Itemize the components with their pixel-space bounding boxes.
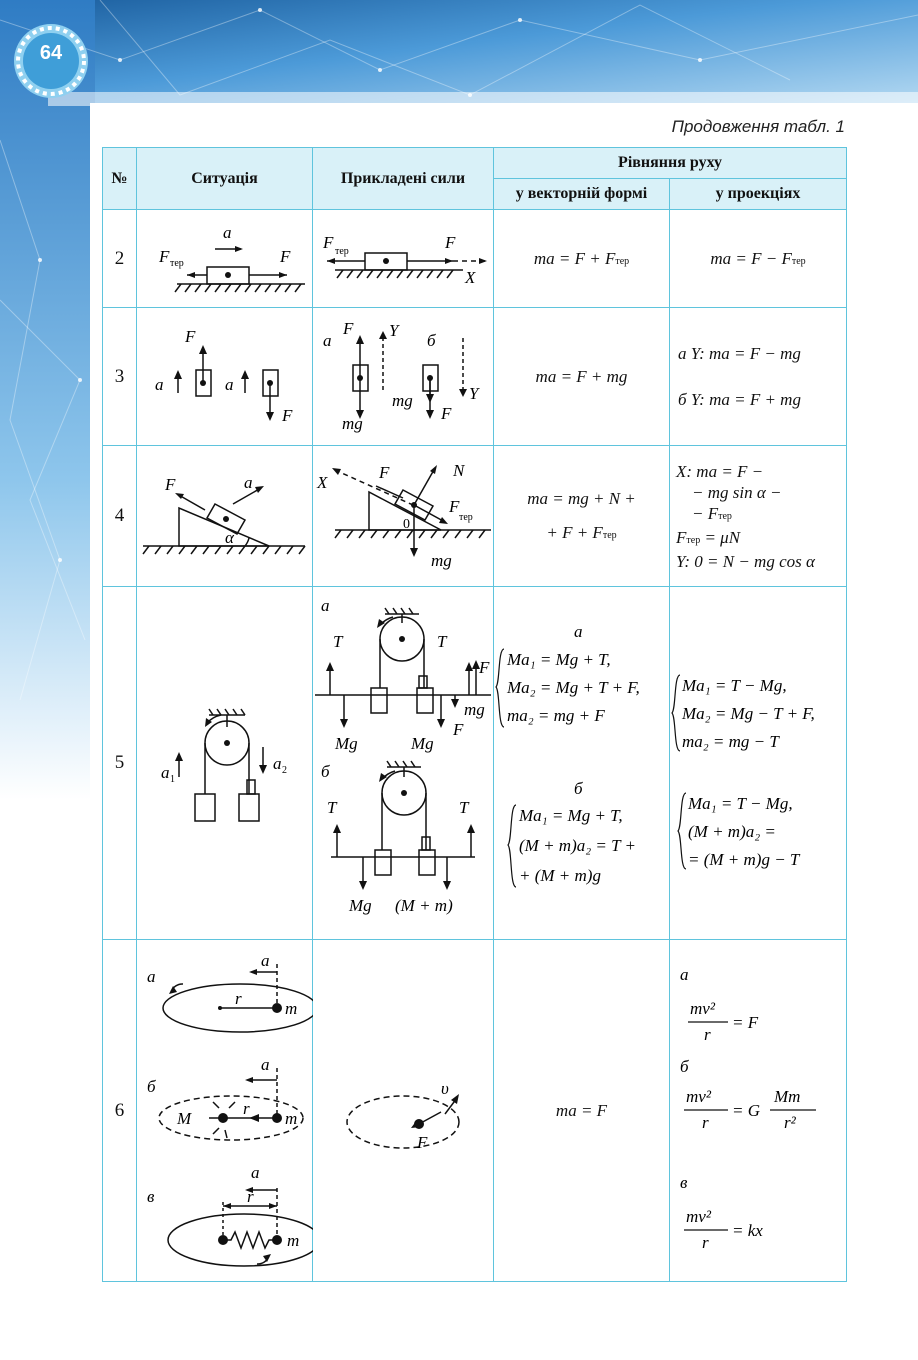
label-mg: mg	[392, 391, 413, 410]
header-number: №	[103, 148, 137, 210]
tag-v: в	[147, 1187, 155, 1206]
label-F: F	[453, 720, 464, 739]
index-2: 2	[282, 765, 287, 776]
header-forces: Прикладені сили	[313, 148, 494, 210]
forces-5-diagram	[313, 587, 494, 939]
r5-projection-equations	[670, 587, 847, 939]
label-T: T	[437, 632, 447, 651]
label-T: T	[459, 798, 469, 817]
label-ter: тер	[170, 258, 184, 269]
equations-table	[102, 147, 847, 1282]
situation-4-diagram	[137, 446, 313, 586]
label-Y: Y	[469, 384, 479, 403]
r5-proj-a3: ma₂ = mg − T	[682, 732, 779, 751]
subscript-ter: тер	[791, 255, 806, 267]
label-F: F	[165, 475, 176, 494]
label-X: X	[317, 473, 328, 492]
label-F-ter: F	[323, 233, 334, 252]
table-row	[103, 210, 847, 308]
label-Y: Y	[389, 321, 399, 340]
label-a2: a	[273, 754, 282, 773]
label-X: X	[465, 268, 476, 287]
r6-b-rhs-num: Mm	[774, 1087, 801, 1106]
r4-proj-line3: − F	[692, 503, 719, 523]
r6-projection-equations	[670, 940, 847, 1281]
tag-a: a	[321, 596, 330, 615]
label-T: T	[327, 798, 337, 817]
r6-v-num: mv²	[686, 1207, 711, 1226]
tag-b: б	[427, 331, 436, 350]
label-F: F	[417, 1133, 428, 1152]
r4-proj-line4a: F	[676, 527, 687, 547]
label-Mg: Mg	[335, 734, 358, 753]
row-number: 6	[103, 940, 137, 1282]
table-caption: Продовження табл. 1	[671, 117, 845, 136]
r3-tag-a: a	[678, 343, 687, 363]
label-F: F	[379, 463, 390, 482]
r5-vec-b1: Ma₁ = Mg + T,	[519, 806, 623, 825]
r6-b-den: r	[702, 1113, 709, 1132]
tag-a: a	[323, 331, 332, 350]
label-mg: mg	[431, 551, 452, 570]
r6-tag-v: в	[680, 1173, 688, 1192]
r4-vector-line2: + F + F	[546, 523, 603, 542]
label-N: N	[453, 461, 465, 480]
row-number: 2	[103, 210, 137, 308]
label-a: a	[261, 951, 270, 970]
situation-5-diagram	[137, 587, 313, 939]
situation-2-diagram	[137, 210, 313, 307]
subscript-ter: тер	[718, 510, 732, 522]
r6-a-num: mv²	[690, 999, 715, 1018]
r5-vec-b3: + (M + m)g	[519, 866, 601, 885]
r2-projection-equation: ma = F − F	[710, 248, 792, 268]
r6-b-rhs: = G	[732, 1101, 760, 1120]
label-Mg: Mg	[411, 734, 434, 753]
label-F: F	[185, 327, 196, 346]
label-a: a	[155, 375, 164, 394]
r6-tag-a: a	[680, 965, 689, 984]
label-v: υ	[441, 1079, 449, 1098]
label-zero: 0	[403, 517, 410, 532]
label-Mg: Mg	[349, 896, 372, 915]
r5-proj-a2: Ma₂ = Mg − T + F,	[682, 704, 815, 723]
situation-6-diagram	[137, 940, 313, 1281]
label-m: m	[285, 999, 298, 1018]
tag-b: б	[147, 1077, 156, 1096]
forces-3-diagram	[313, 308, 494, 445]
header-projections: у проекціях	[670, 179, 847, 210]
table-row	[103, 308, 847, 446]
label-r: r	[247, 1187, 254, 1206]
r5-vec-a2: Ma₂ = Mg + T + F,	[507, 678, 640, 697]
header-vector-form: у векторній формі	[494, 179, 670, 210]
situation-3-diagram	[137, 308, 313, 445]
r5-vec-b2: (M + m)a₂ = T +	[519, 836, 636, 855]
label-F: F	[479, 658, 490, 677]
r5-tag-a: a	[574, 622, 583, 641]
label-a: a	[223, 223, 232, 242]
tag-a: a	[147, 967, 156, 986]
label-ter: тер	[335, 246, 349, 257]
r5-tag-b: б	[574, 779, 583, 798]
row-number: 3	[103, 308, 137, 446]
label-Mm: (M + m)	[395, 896, 453, 915]
label-a1: a	[161, 763, 170, 782]
r3-vector-equation: ma = F + mg	[535, 366, 628, 386]
r5-proj-b2: (M + m)a₂ =	[688, 822, 776, 841]
label-F: F	[445, 233, 456, 252]
r3-projection-b: Y: ma = F + mg	[690, 389, 801, 409]
header-equations: Рівняння руху	[494, 148, 847, 179]
label-mg: mg	[342, 414, 363, 433]
tag-b: б	[321, 762, 330, 781]
r5-vector-equations	[494, 587, 670, 939]
label-a: a	[261, 1055, 270, 1074]
r3-tag-b: б	[678, 389, 687, 409]
row-number: 5	[103, 587, 137, 940]
label-ter: тер	[459, 512, 473, 523]
r5-proj-a1: Ma₁ = T − Mg,	[682, 676, 787, 695]
subscript-ter: тер	[615, 255, 630, 267]
index-1: 1	[170, 774, 175, 785]
r2-vector-equation: ma = F + F	[533, 248, 616, 268]
r4-proj-line5: Y: 0 = N − mg cos α	[676, 551, 815, 571]
label-F-ter: F	[159, 247, 170, 266]
r6-b-num: mv²	[686, 1087, 711, 1106]
subscript-ter: тер	[686, 534, 701, 546]
r5-proj-b3: = (M + m)g − T	[688, 850, 800, 869]
r3-projection-a: Y: ma = F − mg	[690, 343, 801, 363]
header-situation: Ситуація	[137, 148, 313, 210]
table-row	[103, 940, 847, 1282]
label-F-ter: F	[449, 497, 460, 516]
r5-proj-b1: Ma₁ = T − Mg,	[688, 794, 793, 813]
label-F: F	[280, 247, 291, 266]
r6-v-den: r	[702, 1233, 709, 1252]
label-r: r	[235, 989, 242, 1008]
subscript-ter: тер	[602, 530, 617, 541]
label-T: T	[333, 632, 343, 651]
r4-proj-line4b: = μN	[700, 527, 741, 547]
page-number: 64	[39, 42, 63, 64]
r5-vec-a3: ma₂ = mg + F	[507, 706, 605, 725]
table-row	[103, 446, 847, 587]
r5-vec-a1: Ma₁ = Mg + T,	[507, 650, 611, 669]
r4-proj-line2: − mg sin α −	[692, 482, 782, 502]
label-a: a	[251, 1163, 260, 1182]
forces-6-diagram	[313, 940, 494, 1281]
label-alpha: α	[225, 528, 234, 547]
r4-vector-line1: ma = mg + N +	[527, 489, 636, 508]
label-m: m	[287, 1231, 300, 1250]
label-F: F	[282, 406, 293, 425]
label-a: a	[225, 375, 234, 394]
table-row	[103, 587, 847, 940]
forces-4-diagram	[313, 446, 494, 586]
label-F: F	[343, 319, 354, 338]
label-M: M	[177, 1109, 192, 1128]
r6-a-den: r	[704, 1025, 711, 1044]
r4-proj-line1: X: ma = F −	[676, 461, 764, 481]
label-a: a	[244, 473, 253, 492]
r6-tag-b: б	[680, 1057, 689, 1076]
r6-a-rhs: = F	[732, 1013, 759, 1032]
label-r: r	[243, 1099, 250, 1118]
r6-vector-equation: ma = F	[555, 1100, 608, 1120]
forces-2-diagram	[313, 210, 494, 307]
r6-v-rhs: = kx	[732, 1221, 763, 1240]
label-F: F	[441, 404, 452, 423]
label-mg: mg	[464, 700, 485, 719]
r6-b-rhs-den: r²	[784, 1113, 796, 1132]
row-number: 4	[103, 446, 137, 587]
label-m: m	[285, 1109, 298, 1128]
